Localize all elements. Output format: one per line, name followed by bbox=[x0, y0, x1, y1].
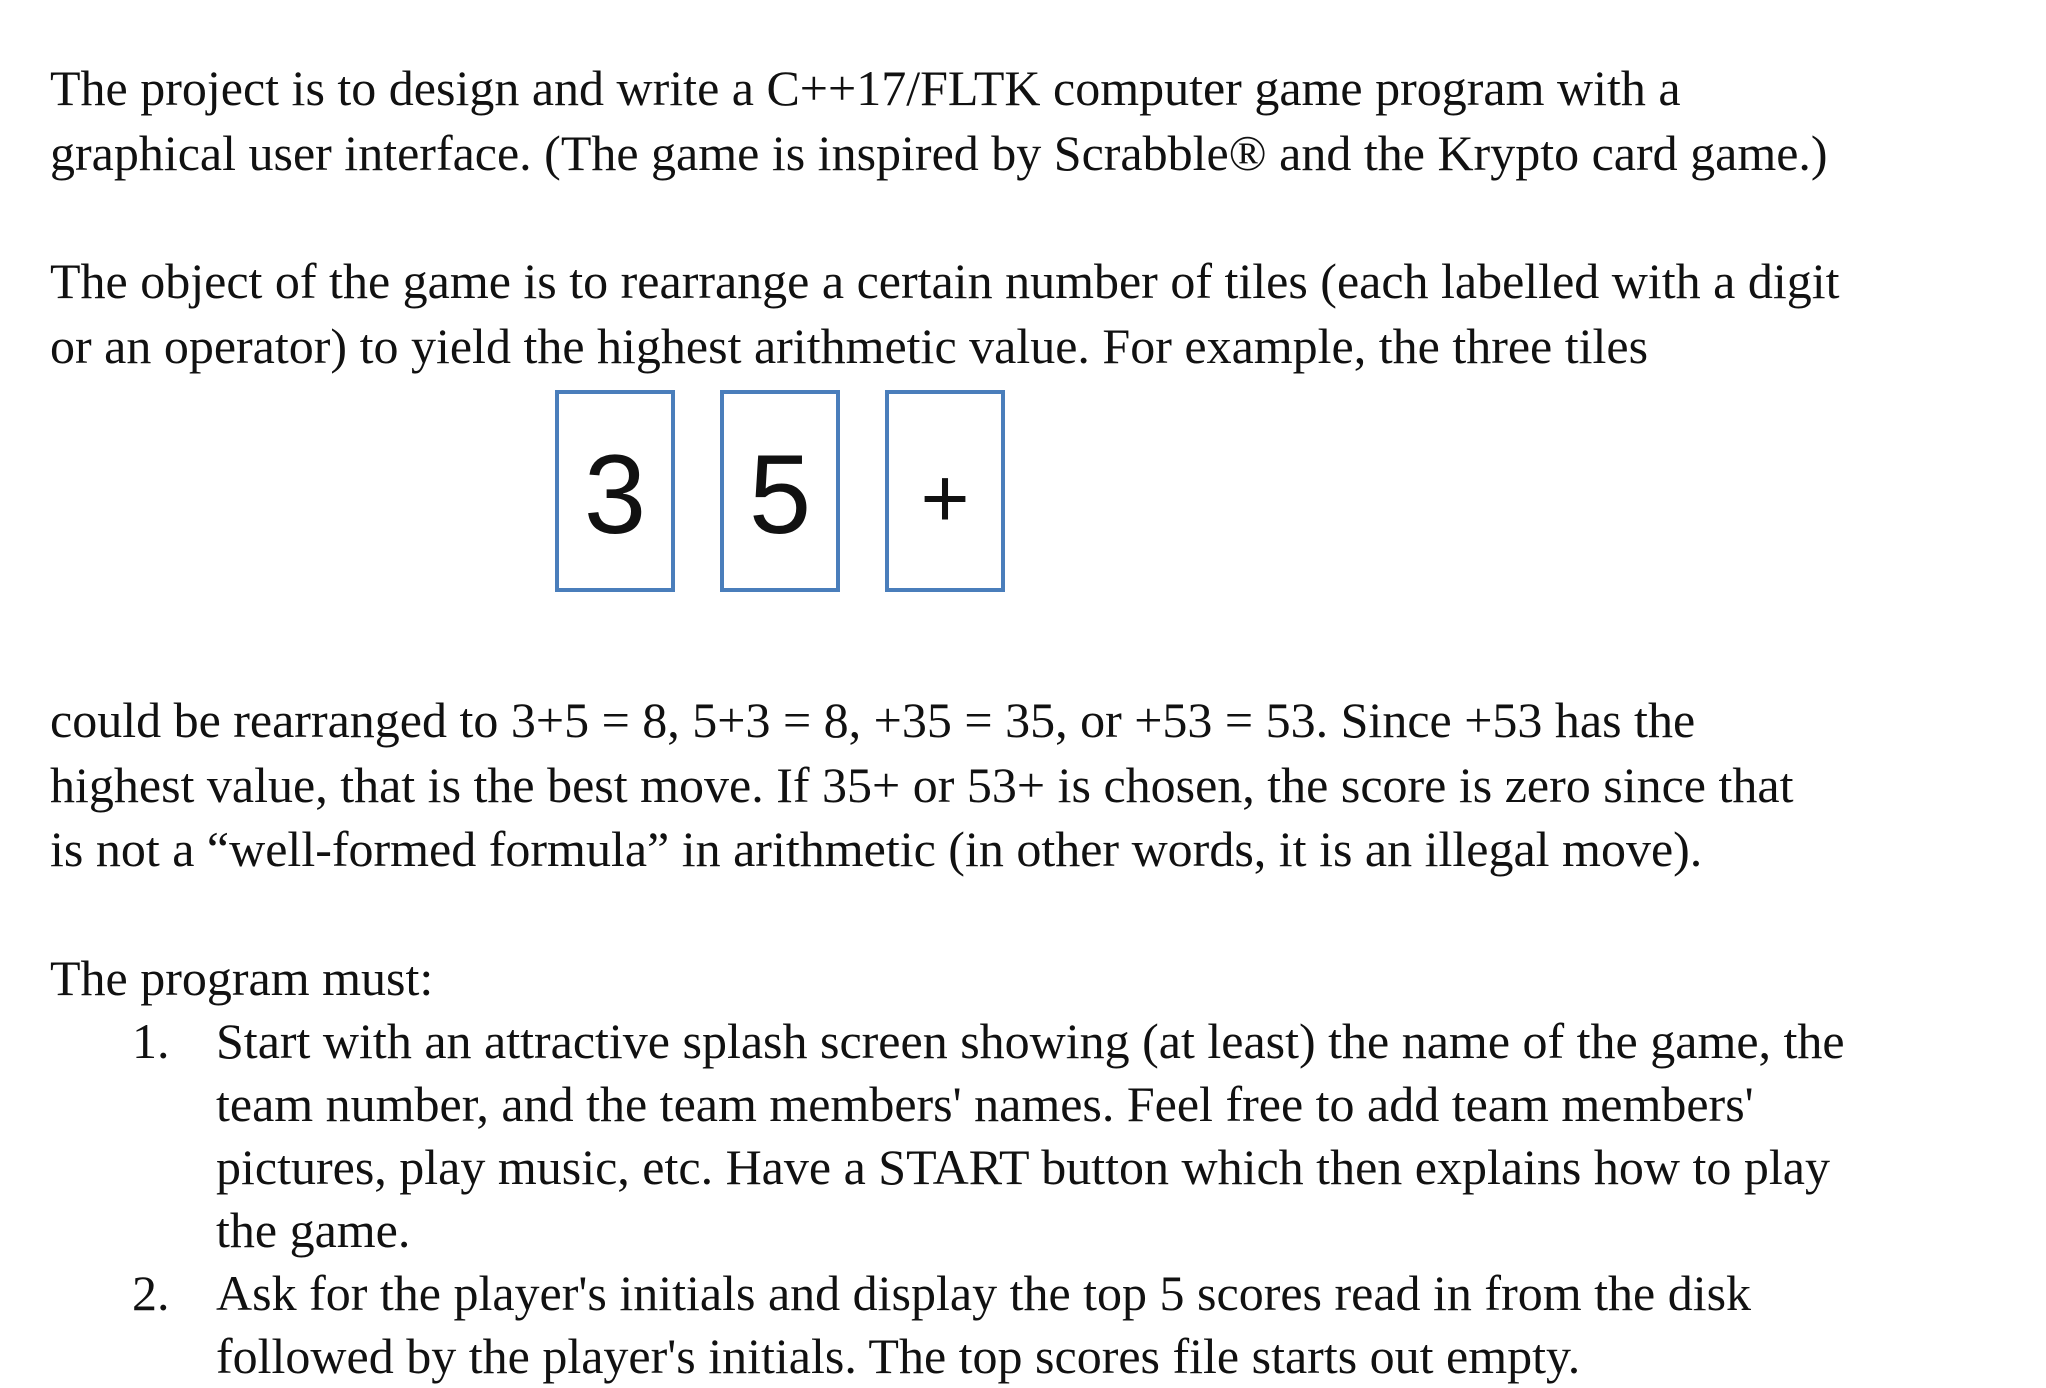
list-item-line: the game. bbox=[216, 1202, 411, 1258]
list-item-line: pictures, play music, etc. Have a START button which then explains how to play bbox=[216, 1139, 1830, 1195]
list-item bbox=[50, 1262, 2026, 1388]
example-line: is not a “well-formed formula” in arithmetic (in other words, it is an illegal move). bbox=[50, 821, 1703, 877]
list-item bbox=[50, 1010, 2026, 1262]
example-paragraph bbox=[50, 688, 2026, 882]
tile-digit-3: 3 bbox=[555, 390, 675, 592]
objective-line: The object of the game is to rearrange a certain number of tiles (each labelled with a digit bbox=[50, 253, 1840, 309]
objective-line: or an operator) to yield the highest arithmetic value. For example, the three tiles bbox=[50, 317, 1649, 374]
intro-paragraph bbox=[50, 56, 2026, 185]
example-tiles bbox=[50, 378, 2026, 688]
list-item-number: 1. bbox=[132, 1013, 170, 1069]
list-item-line: Start with an attractive splash screen showing (at least) the name of the game, the bbox=[216, 1013, 1845, 1069]
list-item-number: 2. bbox=[132, 1265, 170, 1321]
objective-paragraph bbox=[50, 249, 2026, 378]
intro-line: graphical user interface. (The game is inspired by Scrabble® and the Krypto card game.) bbox=[50, 124, 1828, 181]
tile-plus-operator: + bbox=[885, 390, 1005, 592]
document-page bbox=[50, 56, 2026, 1388]
requirements-heading: The program must: bbox=[50, 949, 434, 1006]
list-item-line: team number, and the team members' names. Feel free to add team members' bbox=[216, 1076, 1754, 1132]
example-line: highest value, that is the best move. If 35+ or 53+ is chosen, the score is zero since that bbox=[50, 756, 1794, 813]
list-item-line: followed by the player's initials. The top scores file starts out empty. bbox=[216, 1328, 1581, 1384]
example-line: could be rearranged to 3+5 = 8, 5+3 = 8, +35 = 35, or +53 = 53. Since +53 has the bbox=[50, 692, 1696, 748]
list-item-line: Ask for the player's initials and display the top 5 scores read in from the disk bbox=[216, 1265, 1752, 1321]
intro-line: The project is to design and write a C++17/FLTK computer game program with a bbox=[50, 60, 1681, 116]
requirements-list bbox=[50, 1010, 2026, 1388]
tile-digit-5: 5 bbox=[720, 390, 840, 592]
